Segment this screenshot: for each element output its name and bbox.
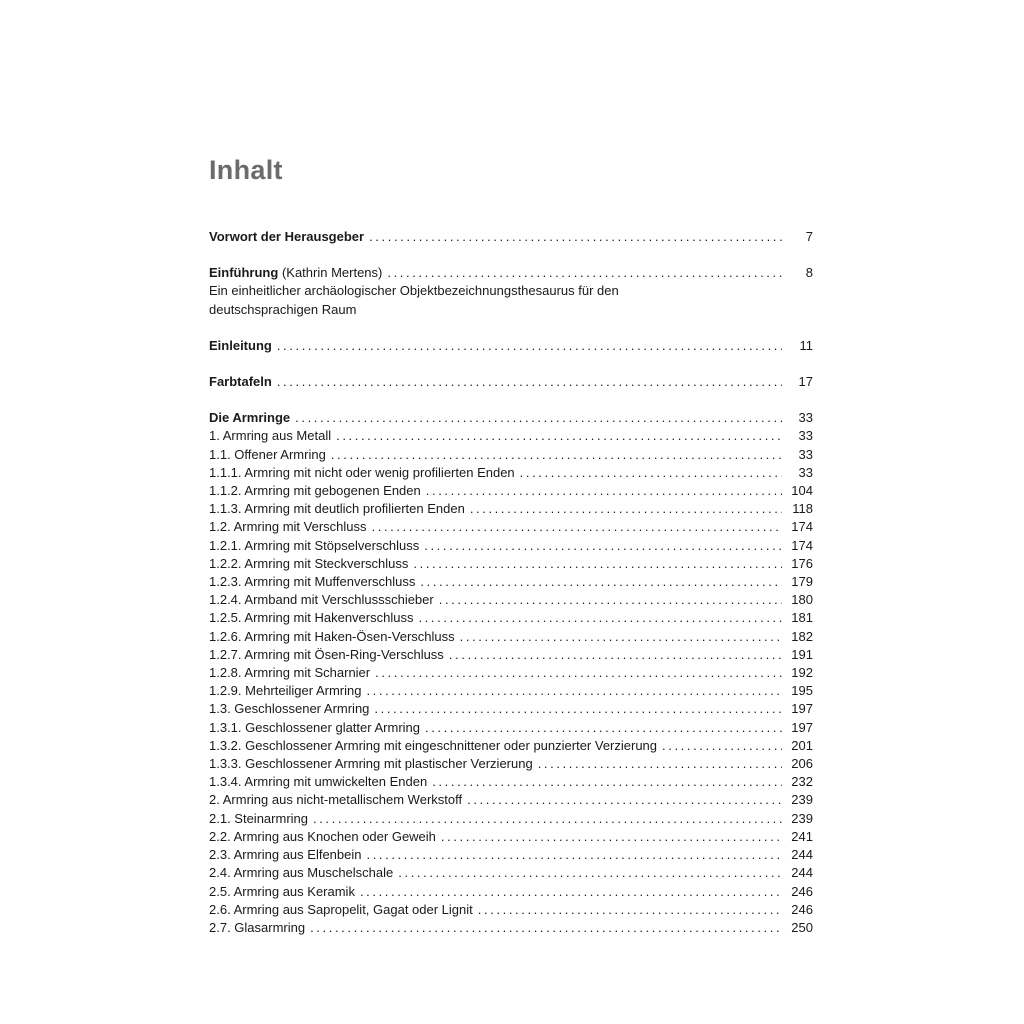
toc-entry <box>209 427 813 445</box>
toc-entry-label <box>209 664 370 682</box>
dot-leader <box>369 228 782 246</box>
toc-entry-label-rest: 1.1. Offener Armring <box>209 446 326 462</box>
toc-entry-label <box>209 482 421 500</box>
toc-entry-label-rest: 1.2.9. Mehrteiliger Armring <box>209 683 362 699</box>
toc-entry-page: 239 <box>791 792 813 808</box>
toc-entry-label <box>209 518 367 536</box>
toc-entry-page: 244 <box>791 847 813 863</box>
toc-entry <box>209 337 813 355</box>
dot-leader <box>313 810 782 828</box>
toc-entry-label-bold: Einleitung <box>209 337 272 353</box>
toc-entry <box>209 228 813 246</box>
toc-entry-label-rest: 1.3. Geschlossener Armring <box>209 701 370 717</box>
toc-entry-label <box>209 919 305 937</box>
dot-leader <box>425 719 782 737</box>
toc-entry-label-rest: 1.1.1. Armring mit nicht oder wenig profilierten Enden <box>209 464 515 480</box>
toc-entry <box>209 628 813 646</box>
toc-entry <box>209 864 813 882</box>
toc-entry-label-rest: 1.3.1. Geschlossener glatter Armring <box>209 719 420 735</box>
toc-entry-label-bold: Einführung <box>209 265 279 281</box>
dot-leader <box>366 682 782 700</box>
toc-entry-page: 201 <box>791 737 813 753</box>
toc-entry <box>209 828 813 846</box>
toc-entry-page: 174 <box>791 519 813 535</box>
toc-entry <box>209 919 813 937</box>
toc-entry <box>209 700 813 718</box>
toc-entry <box>209 719 813 737</box>
toc-entry-label-rest: 1.2.3. Armring mit Muffenverschluss <box>209 574 416 590</box>
toc-entry-label <box>209 700 369 718</box>
toc-entry-label <box>209 555 408 573</box>
toc-entry-page: 206 <box>791 756 813 772</box>
toc-entry-label <box>209 409 290 427</box>
toc-entry <box>209 500 813 518</box>
toc-entry <box>209 646 813 664</box>
toc-entry-label <box>209 646 444 664</box>
page-title: Inhalt <box>209 155 283 185</box>
dot-leader <box>413 555 782 573</box>
dot-leader <box>277 337 782 355</box>
toc-entry <box>209 810 813 828</box>
toc-entry-subtitle-line: Ein einheitlicher archäologischer Objektbezeichnungsthesaurus für den <box>209 283 619 299</box>
toc-entry-label <box>209 500 465 518</box>
toc-entry <box>209 755 813 773</box>
toc-entry-label <box>209 537 419 555</box>
toc-entry <box>209 773 813 791</box>
dot-leader <box>372 518 783 536</box>
toc-entry <box>209 682 813 700</box>
toc-entry-label <box>209 446 326 464</box>
toc-entry-label-bold: Die Armringe <box>209 410 291 426</box>
toc-entry-page: 104 <box>791 483 813 499</box>
dot-leader <box>418 609 782 627</box>
toc-entry-page: 182 <box>791 628 813 644</box>
dot-leader <box>375 664 782 682</box>
toc-entry-page: 244 <box>791 865 813 881</box>
dot-leader <box>467 791 782 809</box>
toc-entry-label-rest: 1.2.1. Armring mit Stöpselverschluss <box>209 537 420 553</box>
toc-entry-page: 192 <box>791 665 813 681</box>
toc-entry-label-rest: 1.3.4. Armring mit umwickelten Enden <box>209 774 428 790</box>
toc-entry-page: 8 <box>805 265 813 281</box>
toc-entry-label-rest: 1.1.3. Armring mit deutlich profilierten Enden <box>209 501 465 517</box>
toc-entry-label-rest: 1.2.8. Armring mit Scharnier <box>209 665 371 681</box>
dot-leader <box>662 737 782 755</box>
toc-entry-page: 239 <box>791 810 813 826</box>
toc-entry-label <box>209 464 515 482</box>
toc-entry <box>209 883 813 901</box>
toc-entry-label <box>209 264 382 282</box>
toc-entry-label-rest: 2.6. Armring aus Sapropelit, Gagat oder Lignit <box>209 901 473 917</box>
toc-entry-label-rest: 1.2.4. Armband mit Verschlussschieber <box>209 592 434 608</box>
toc-entry-page: 33 <box>798 464 813 480</box>
toc-entry-page: 179 <box>791 574 813 590</box>
toc-entry-page: 246 <box>791 883 813 899</box>
toc-entry-page: 17 <box>798 374 813 390</box>
toc-list <box>209 228 813 937</box>
toc-entry <box>209 791 813 809</box>
toc-entry-page: 118 <box>792 501 813 517</box>
dot-leader <box>295 409 782 427</box>
toc-entry-page: 195 <box>791 683 813 699</box>
toc-entry-label-rest: 1.2.5. Armring mit Hakenverschluss <box>209 610 414 626</box>
toc-entry <box>209 737 813 755</box>
dot-leader <box>310 919 782 937</box>
toc-entry-label <box>209 682 361 700</box>
toc-entry-label <box>209 427 331 445</box>
toc-entry-page: 246 <box>791 901 813 917</box>
dot-leader <box>520 464 782 482</box>
toc-entry-label-rest: 1.2.2. Armring mit Steckverschluss <box>209 555 409 571</box>
toc-entry-label <box>209 828 436 846</box>
toc-entry-label-rest: 2.4. Armring aus Muschelschale <box>209 865 394 881</box>
toc-entry <box>209 555 813 573</box>
toc-entry-label <box>209 810 308 828</box>
dot-leader <box>460 628 782 646</box>
dot-leader <box>424 537 782 555</box>
toc-entry-label-rest: (Kathrin Mertens) <box>278 265 383 281</box>
dot-leader <box>277 373 782 391</box>
dot-leader <box>478 901 782 919</box>
toc-entry-label <box>209 573 415 591</box>
toc-entry <box>209 264 813 282</box>
toc-entry-page: 191 <box>791 646 813 662</box>
toc-entry <box>209 373 813 391</box>
toc-entry-label <box>209 609 413 627</box>
toc-entry-label-rest: 1.2. Armring mit Verschluss <box>209 519 367 535</box>
toc-entry-label-rest: 1.2.6. Armring mit Haken-Ösen-Verschluss <box>209 628 455 644</box>
toc-entry-label-rest: 1. Armring aus Metall <box>209 428 332 444</box>
toc-entry-subtitle <box>209 282 813 318</box>
toc-entry <box>209 609 813 627</box>
toc-entry <box>209 464 813 482</box>
toc-entry-page: 11 <box>799 337 813 353</box>
dot-leader <box>538 755 782 773</box>
toc-entry <box>209 482 813 500</box>
toc-entry-page: 181 <box>791 610 813 626</box>
dot-leader <box>331 446 782 464</box>
dot-leader <box>470 500 782 518</box>
toc-entry-label-bold: Vorwort der Herausgeber <box>209 229 365 244</box>
toc-entry-page: 33 <box>798 428 813 444</box>
toc-entry <box>209 591 813 609</box>
toc-entry-page: 7 <box>805 229 813 244</box>
dot-leader <box>374 700 782 718</box>
toc-entry-page: 232 <box>791 774 813 790</box>
toc-entry <box>209 537 813 555</box>
dot-leader <box>426 482 782 500</box>
toc-entry-subtitle-line: deutschsprachigen Raum <box>209 301 357 317</box>
toc-entry-page: 176 <box>791 555 813 571</box>
toc-entry <box>209 573 813 591</box>
dot-leader <box>366 846 782 864</box>
dot-leader <box>360 883 782 901</box>
toc-entry-page: 197 <box>791 701 813 717</box>
toc-entry-label <box>209 755 533 773</box>
toc-entry-label-rest: 1.1.2. Armring mit gebogenen Enden <box>209 483 421 499</box>
toc-entry <box>209 409 813 427</box>
dot-leader <box>398 864 782 882</box>
toc-entry-page: 241 <box>791 828 813 844</box>
dot-leader <box>387 264 782 282</box>
toc-entry-label-rest: 2. Armring aus nicht-metallischem Werkstoff <box>209 792 463 808</box>
toc-entry-label <box>209 591 434 609</box>
toc-entry-label <box>209 846 361 864</box>
toc-entry-page: 250 <box>791 919 813 935</box>
toc-entry-label <box>209 628 455 646</box>
toc-entry-label <box>209 773 427 791</box>
toc-entry <box>209 518 813 536</box>
toc-entry-label <box>209 737 657 755</box>
toc-entry-label <box>209 719 420 737</box>
toc-entry-label-rest: 2.3. Armring aus Elfenbein <box>209 847 362 863</box>
toc-entry-label-rest: 1.3.3. Geschlossener Armring mit plastischer Verzierung <box>209 756 533 772</box>
toc-entry-label <box>209 228 364 246</box>
dot-leader <box>449 646 782 664</box>
toc-entry-label <box>209 864 393 882</box>
toc-entry-label <box>209 337 272 355</box>
dot-leader <box>441 828 782 846</box>
dot-leader <box>432 773 782 791</box>
toc-entry-page: 33 <box>798 410 813 426</box>
toc-entry-page: 174 <box>791 537 813 553</box>
toc-entry <box>209 901 813 919</box>
toc-entry-page: 180 <box>791 592 813 608</box>
toc-page <box>209 155 813 937</box>
toc-entry-label-rest: 2.1. Steinarmring <box>209 810 308 826</box>
toc-entry-label <box>209 883 355 901</box>
toc-entry-page: 33 <box>798 446 813 462</box>
toc-entry-label-rest: 2.2. Armring aus Knochen oder Geweih <box>209 828 436 844</box>
toc-entry <box>209 446 813 464</box>
dot-leader <box>336 427 782 445</box>
toc-entry-label <box>209 901 473 919</box>
toc-entry <box>209 664 813 682</box>
dot-leader <box>439 591 782 609</box>
toc-entry-label <box>209 791 462 809</box>
toc-entry-label-rest: 1.3.2. Geschlossener Armring mit eingeschnittener oder punzierter Verzierung <box>209 737 658 753</box>
dot-leader <box>420 573 782 591</box>
toc-entry-label-rest: 2.7. Glasarmring <box>209 919 306 935</box>
toc-entry-page: 197 <box>791 719 813 735</box>
toc-entry-label-rest: 1.2.7. Armring mit Ösen-Ring-Verschluss <box>209 646 444 662</box>
toc-entry-label-bold: Farbtafeln <box>209 374 272 390</box>
toc-entry-label-rest: 2.5. Armring aus Keramik <box>209 883 355 899</box>
toc-entry <box>209 846 813 864</box>
toc-entry-label <box>209 373 272 391</box>
